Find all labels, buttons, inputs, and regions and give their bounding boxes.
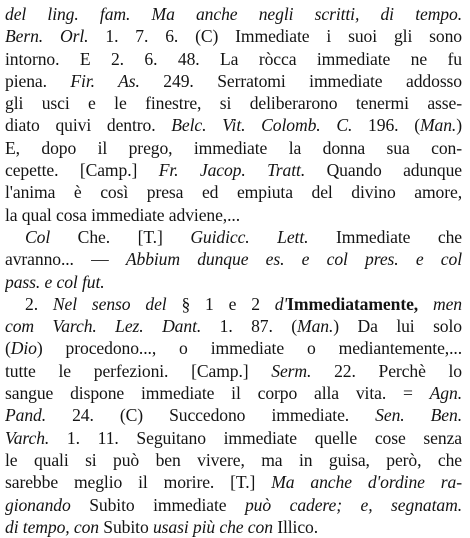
text-line [5,25,462,47]
text-line [5,248,462,270]
italic-text: pass. e col fut. [5,271,105,292]
text-line [5,427,462,449]
text-segment: tutte le perfezioni. [Camp.] [5,360,272,381]
text-line [5,70,462,92]
italic-text: Fir. As. [70,70,140,91]
text-segment: avranno... — [5,249,126,270]
text-line [5,48,462,70]
text-segment: Subito [98,516,153,537]
text-line [5,337,462,359]
italic-text: com [5,316,35,337]
text-segment: § 1 e 2 [166,293,275,314]
italic-text: Col [25,226,51,247]
italic-text: del ling. fam. Ma anche negli scritti, di tempo. [5,4,462,24]
italic-text: Varch. [5,427,50,448]
text-segment: 22. Perchè lo [311,360,462,381]
text-segment: ) Da lui solo [333,316,462,337]
italic-text: Dio [10,338,37,359]
text-segment: 1. 7. 6. (C) Immediate i suoi gli sono [88,26,462,47]
text-line [5,315,462,337]
text-segment: le quali si può ben vivere, ma in guisa, però, che [5,449,462,470]
italic-text: Nel senso del [52,293,167,314]
dictionary-entry-text [5,3,462,538]
italic-text: Pand. [5,405,47,426]
text-segment: Subito immediate [70,494,245,515]
italic-text: d' [274,293,288,314]
italic-text: Belc. Vit. Colomb. C. [171,115,353,136]
text-segment: Quando adunque [305,160,462,181]
text-line [5,92,462,114]
text-segment: 1. 87. ( [201,316,298,337]
italic-text: Man. [297,316,334,337]
text-line [5,516,462,538]
text-segment: 24. (C) Succedono immediate. [46,405,376,426]
text-segment: Illico. [272,516,319,537]
text-segment [418,294,433,314]
text-line [5,114,462,136]
italic-text: men [432,293,462,314]
text-line [5,137,462,159]
bold-text: Immediatamente, [287,293,419,314]
text-line [5,226,462,248]
text-segment: 196. ( [352,115,420,136]
italic-text: Bern. Orl. [5,26,89,47]
text-segment [34,316,52,336]
text-line [5,449,462,471]
text-line [5,159,462,181]
text-segment: Immediate che [308,226,462,247]
italic-text: Abbium dunque es. e col pres. e col [125,249,462,270]
italic-text: Agn. [429,383,462,404]
text-segment: piena. [5,70,71,91]
text-segment: ( [5,338,11,359]
italic-text: usasi più che con [152,516,273,537]
text-line [5,293,462,315]
text-segment: l'anima è così presa ed empiuta del divino amore, [5,182,462,203]
italic-text: Guidicc. Lett. [190,226,309,247]
text-segment: gli usci e le finestre, si deliberarono tenermi asse- [5,93,462,114]
italic-text: Ma anche d'ordine ra- [271,472,462,493]
italic-text: Serm. [271,360,312,381]
text-line [5,360,462,382]
text-line [5,3,462,25]
text-segment: diato quivi dentro. [5,115,172,136]
text-line [5,494,462,516]
text-segment: E, dopo il prego, immediate la donna sua con- [5,137,462,158]
text-segment: 2. [25,293,53,314]
text-segment: la qual cosa immediate adviene,... [5,204,241,225]
text-line [5,271,462,293]
text-segment: intorno. E 2. 6. 48. La ròcca immediate ne fu [5,48,462,69]
text-segment: Che. [T.] [50,226,191,247]
italic-text: Sen. Ben. [375,405,462,426]
italic-text: può cadere; e, segnatam. [244,494,462,515]
text-segment: 1. 11. Seguitano immediate quelle cose senza [49,427,462,448]
text-segment: cepette. [Camp.] [5,160,159,181]
italic-text: Varch. Lez. Dant. [52,316,202,337]
text-line [5,404,462,426]
text-line [5,181,462,203]
text-line [5,204,462,226]
italic-text: gionando [5,494,71,515]
text-segment: 249. Serratomi immediate addosso [139,70,462,91]
text-segment: sarebbe meglio il morire. [T.] [5,472,272,493]
text-segment: ) procedono..., o immediate o mediantemente,... [36,338,462,359]
italic-text: Fr. Jacop. Tratt. [158,160,306,181]
italic-text: Man. [419,115,457,136]
text-line [5,471,462,493]
italic-text: di tempo, con [5,516,99,537]
text-segment: sangue dispone immediate il corpo alla vita. = [5,383,430,404]
text-line [5,382,462,404]
text-segment: ) [456,115,462,136]
